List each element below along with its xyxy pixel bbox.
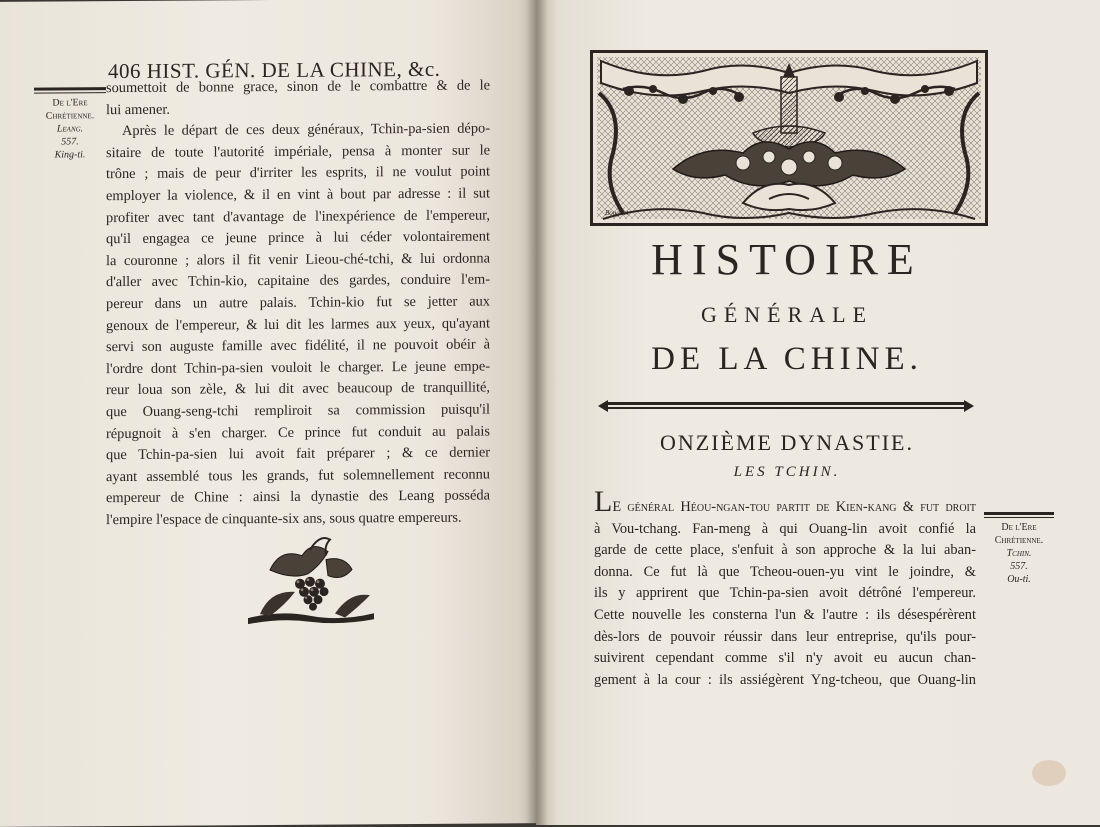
text-line: employer la violence, & il en vint à bout par adresse : il sut	[106, 185, 490, 205]
text-line: sitaire de toute l'autorité impériale, pensa à monter sur le	[106, 142, 490, 161]
text-line: l'empire l'espace de cinquante-six ans, sous quatre empereurs.	[106, 509, 462, 529]
text-line: que Ouang-seng-tchi rempliroit sa commission puisqu'il	[106, 401, 490, 421]
drop-cap: L	[594, 485, 613, 518]
left-body-text	[106, 75, 490, 531]
margin-note-line: Chrétienne.	[45, 110, 95, 122]
title-histoire: HISTOIRE	[651, 235, 923, 284]
text-line: que Tchin-pa-sien lui avoit fait préparer ; & ce dernier	[106, 444, 490, 464]
margin-note-year: 557.	[1010, 561, 1028, 572]
text-line: la couronne ; alors il fit venir Lieou-ché-tchi, & lui ordonna	[106, 250, 490, 269]
text-line: suivirent cependant comme s'il n'y avoit eu aucun chan-	[594, 650, 976, 667]
margin-rule	[984, 512, 1054, 518]
text-line: l'ordre dont Tchin-pa-sien vouloit le charger. Le jeune empe-	[106, 358, 490, 377]
text-line: ayant assemblé tous les grands, fut solemnellement reconnu	[106, 466, 490, 485]
text-line: lui amener.	[106, 101, 170, 118]
margin-note-left	[34, 87, 106, 162]
text-line: servi son auguste famille avec fidélité, il ne pouvoit obéir à	[106, 336, 490, 356]
text-line: Après le départ de ces deux généraux, Tchin-pa-sien dépo-	[122, 120, 490, 140]
right-page	[536, 0, 1100, 825]
foxing-stain	[1032, 760, 1066, 786]
text-line-first	[594, 485, 976, 519]
text-line: répugnoit à s'en charger. Ce prince fut conduit au palais	[106, 422, 490, 442]
margin-note-dynasty: Leang.	[56, 123, 84, 135]
fountain-ornament-icon	[593, 53, 985, 223]
text-line: pereur dans un autre palais. Tchin-kio fut se jetter aux	[106, 293, 490, 313]
left-page	[0, 0, 540, 827]
margin-rule	[34, 87, 106, 94]
text-line: à Vou-tchang. Fan-meng à qui Ouang-lin avoit confié la	[594, 520, 976, 537]
engraver-signature: Bougnet	[605, 209, 629, 217]
text-line: soumettoit de bonne grace, sinon de le combattre & de le	[106, 77, 490, 97]
margin-note-emperor: King-ti.	[54, 149, 86, 161]
text-line: E général Héou-ngan-tou partit de Kien-kang & fut droit	[612, 499, 976, 515]
text-line: Cette nouvelle les consterna l'un & l'autre : ils désespérèrent	[594, 606, 976, 623]
margin-note-line: De l'Ere	[52, 97, 88, 109]
margin-note-emperor: Ou-ti.	[1007, 574, 1031, 585]
running-head: 406 HIST. GÉN. DE LA CHINE, &c.	[108, 56, 441, 84]
text-line: profiter avec tant d'avantage de l'inexpérience de l'empereur,	[106, 207, 490, 226]
margin-note-year: 557.	[61, 136, 79, 148]
margin-note-dynasty: Tchin.	[1006, 548, 1032, 559]
margin-note-right	[984, 512, 1054, 586]
text-line: qu'il engagea ce jeune prince à lui céder volontairement	[106, 228, 490, 248]
text-line: dès-lors de pouvoir réussir dans leur entreprise, qu'ils pour-	[594, 628, 976, 645]
text-line: trône ; mais de peur d'irriter les esprits, il ne voulut point	[106, 163, 490, 183]
grapes-vignette-icon	[240, 529, 380, 625]
text-line: donna. Ce fut là que Tcheou-ouen-yu vint le joindre, &	[594, 563, 976, 580]
text-line: garde de cette place, s'enfuit à son approche & la lui aban-	[594, 542, 976, 559]
margin-note-line: De l'Ere	[1001, 522, 1037, 533]
title-de-la-chine: DE LA CHINE.	[651, 341, 923, 377]
dynasty-subheading: LES TCHIN.	[733, 464, 841, 480]
text-line: empereur de Chine : ainsi la dynastie des Leang posséda	[106, 487, 490, 507]
engraved-headpiece	[590, 50, 988, 226]
dynasty-heading: ONZIÈME DYNASTIE.	[660, 430, 914, 455]
text-line: d'aller avec Tchin-kio, capitaine des gardes, conduire l'em-	[106, 271, 490, 291]
text-line: genoux de l'empereur, & lui dit les larmes aux yeux, qu'ayant	[106, 314, 490, 334]
text-line: gement à la cour : ils assiégèrent Yng-tcheou, que Ouang-lin	[594, 671, 976, 688]
margin-note-line: Chrétienne.	[994, 535, 1044, 546]
title-generale: GÉNÉRALE	[700, 302, 874, 327]
right-body-text	[594, 485, 976, 691]
text-line: ils y apprirent que Tchin-pa-sien avoit détrôné l'empereur.	[594, 585, 976, 602]
ornamental-divider	[596, 398, 976, 414]
text-line: reur loua son zèle, & lui dit avec beaucoup de tranquillité,	[106, 379, 490, 399]
